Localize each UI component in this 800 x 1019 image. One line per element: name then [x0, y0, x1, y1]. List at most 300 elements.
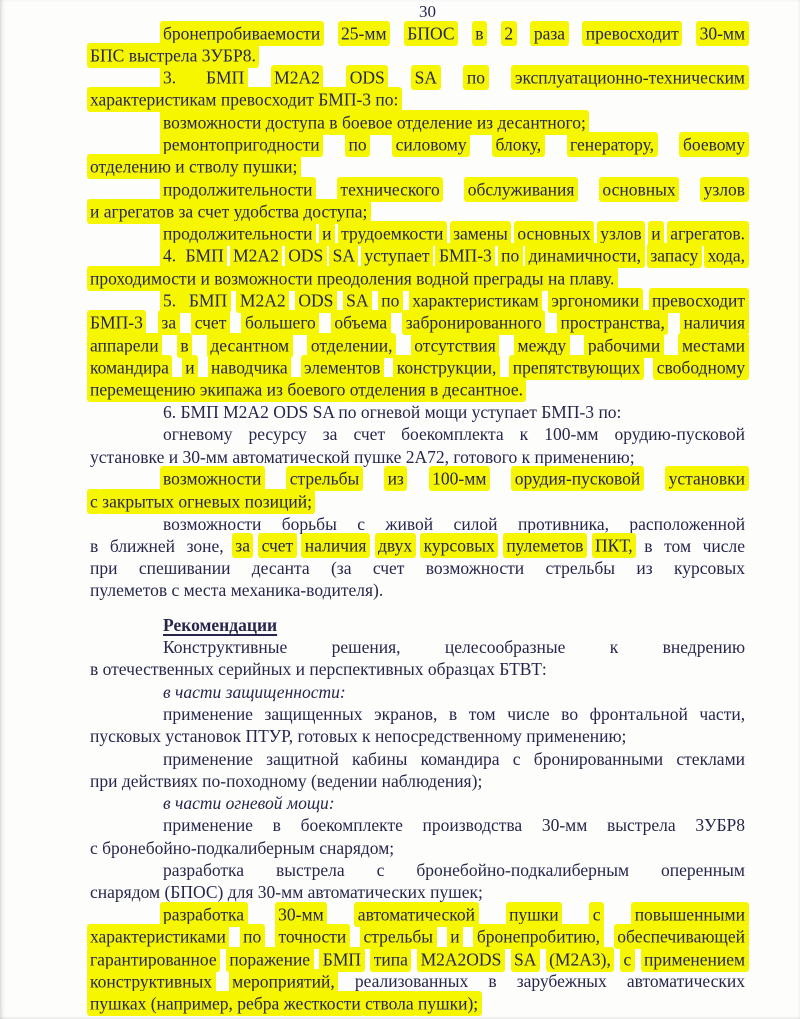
text-word: применение: [163, 815, 253, 836]
text-line: [90, 290, 745, 312]
text-word: М2А2: [223, 402, 269, 423]
highlighted-text: боевому: [679, 132, 748, 157]
highlighted-text: 100-мм: [429, 466, 490, 491]
highlighted-text: из: [473, 110, 496, 135]
highlighted-text: узлов: [700, 177, 748, 202]
text-word: по:: [598, 402, 622, 423]
text-word: автоматической: [232, 446, 350, 467]
text-line: [90, 970, 745, 992]
document-content: [90, 22, 745, 1015]
text-line: [90, 579, 745, 601]
highlighted-text: характеристикам: [87, 87, 220, 112]
highlighted-text: жесткости: [280, 991, 364, 1016]
highlighted-text: позиций;: [241, 489, 315, 514]
highlighted-text: эксплуатационно-техническим: [511, 65, 748, 90]
highlighted-text: экипажа: [196, 377, 265, 402]
text-word: автоматических: [307, 882, 426, 903]
text-word: счет: [353, 424, 386, 445]
highlighted-text: возможности: [211, 266, 316, 291]
highlighted-text: счет: [191, 310, 230, 335]
text-word: зоне,: [186, 535, 224, 556]
text-word: части,: [699, 703, 746, 724]
text-word: по-походному: [202, 770, 307, 791]
highlighted-text: по: [240, 924, 265, 949]
highlighted-text: М2А2: [236, 288, 289, 313]
text-word: из: [636, 558, 653, 579]
text-word: защитной: [266, 748, 339, 769]
highlighted-text: (М2А3),: [546, 947, 615, 972]
highlighted-text: М2А2: [271, 65, 324, 90]
highlighted-text: М2А2ODS: [417, 947, 505, 972]
highlighted-text: SA: [411, 65, 440, 90]
text-word: части: [174, 793, 222, 814]
text-word: пусковых: [90, 726, 162, 747]
highlighted-text: и: [182, 355, 198, 380]
highlighted-text: счет: [194, 199, 233, 224]
text-word: бронебойно-подкалиберным: [102, 837, 315, 858]
text-line: [90, 22, 745, 44]
text-word: и: [295, 659, 305, 680]
para-item-6-firepower: [90, 401, 745, 423]
highlighted-text: курсовых: [420, 533, 498, 558]
highlighted-text: М2А2: [230, 243, 283, 268]
text-word: боекомплекте: [300, 815, 403, 836]
text-word: внедрению: [662, 637, 746, 658]
highlighted-text: десантного;: [494, 110, 589, 135]
text-word: снарядом;: [319, 837, 395, 858]
text-line: [90, 658, 745, 680]
text-word: в: [90, 659, 99, 680]
highlighted-text: выстрела: [125, 43, 201, 68]
highlighted-text: ствола: [362, 991, 418, 1016]
highlighted-text: динамичности,: [525, 243, 644, 268]
highlighted-text: агрегатов: [100, 199, 177, 224]
highlighted-text: технического: [337, 177, 443, 202]
highlighted-text: десантном: [207, 333, 293, 358]
highlighted-text: пушки);: [415, 991, 482, 1016]
text-word: ресурсу: [248, 424, 307, 445]
text-word: 30-мм: [257, 882, 304, 903]
text-line: [90, 356, 745, 378]
highlighted-text: уступает: [361, 243, 433, 268]
highlighted-text: между: [514, 333, 570, 358]
text-word: мощи: [424, 402, 468, 423]
text-word: боекомплекта: [401, 424, 504, 445]
highlighted-text: 30-мм: [275, 902, 327, 927]
highlighted-text: из: [263, 377, 286, 402]
highlighted-text: водной: [413, 266, 473, 291]
highlighted-text: БПС: [87, 43, 128, 68]
text-word: огневой: [360, 402, 421, 423]
text-word: к: [609, 637, 619, 658]
text-line: [90, 859, 745, 881]
text-word: защищенности:: [225, 681, 346, 702]
highlighted-text: десантное.: [439, 377, 526, 402]
highlighted-text: по:: [372, 87, 402, 112]
text-word: действиях: [121, 770, 198, 791]
para-sub-access: [90, 111, 745, 133]
highlighted-text: 5. БМП: [160, 288, 231, 313]
highlighted-text: из: [384, 466, 407, 491]
text-word: применению;: [534, 446, 635, 467]
highlighted-text: характеристиками: [87, 924, 230, 949]
text-word: мощи:: [286, 793, 335, 814]
highlighted-text: возможности: [160, 110, 265, 135]
text-word: наблюдения);: [381, 770, 483, 791]
highlighted-text: отделение: [393, 110, 476, 135]
text-line: [90, 748, 745, 770]
text-word: пулеметов: [90, 580, 168, 601]
highlighted-text: за: [158, 310, 180, 335]
text-word: живой: [385, 513, 434, 534]
highlighted-text: отделении,: [307, 333, 396, 358]
text-line: [90, 468, 745, 490]
highlighted-text: пушки: [506, 902, 562, 927]
highlighted-text: доступа: [262, 110, 328, 135]
highlighted-text: мероприятий,: [229, 969, 339, 994]
highlighted-text: командира: [87, 355, 173, 380]
text-word: 100-мм: [544, 424, 599, 445]
text-word: БМП-3: [541, 402, 595, 423]
text-word: возможности: [163, 513, 262, 534]
text-line: [90, 200, 745, 222]
text-word: пушке: [353, 446, 402, 467]
text-line: [90, 614, 745, 636]
highlighted-text: наличия: [680, 310, 749, 335]
text-word: в: [90, 535, 99, 556]
text-word: к: [519, 424, 529, 445]
text-line: [90, 490, 745, 512]
para-sub-close-combat: [90, 513, 745, 602]
text-word: Конструктивные: [163, 637, 288, 658]
highlighted-text: счет: [258, 533, 297, 558]
highlighted-text: обеспечивающей: [614, 924, 749, 949]
text-line: [90, 948, 745, 970]
text-word: за: [322, 424, 338, 445]
text-line: [90, 770, 745, 792]
highlighted-text: препятствующих: [509, 355, 644, 380]
highlighted-text: и: [197, 266, 213, 291]
highlighted-text: SA: [511, 947, 540, 972]
text-word: уступает: [471, 402, 537, 423]
text-word: автоматических: [626, 971, 746, 992]
text-word: (за: [330, 558, 352, 579]
text-line: [90, 334, 745, 356]
text-word: к: [521, 446, 531, 467]
text-word: с: [171, 580, 180, 601]
highlighted-text: агрегатов.: [667, 221, 749, 246]
highlighted-text: раза: [530, 21, 568, 46]
text-word: SA: [312, 402, 334, 423]
text-word: противника,: [517, 513, 609, 534]
highlighted-text: в: [177, 333, 192, 358]
text-word: орудию-пусковой: [614, 424, 746, 445]
highlighted-text: ODS: [285, 243, 327, 268]
text-word: числе: [702, 535, 746, 556]
highlighted-text: наводчика: [208, 355, 292, 380]
highlighted-text: и: [87, 199, 103, 224]
subheading-protection: [90, 681, 745, 703]
text-word: курсовых: [673, 558, 745, 579]
para-constructive-solutions: [90, 636, 745, 681]
text-word: установок: [165, 726, 242, 747]
heading-recommendations: [90, 614, 745, 636]
text-word: по: [338, 402, 357, 423]
highlighted-text: местами: [678, 333, 748, 358]
text-line: [90, 904, 745, 926]
highlighted-text: стрельбы: [360, 924, 437, 949]
highlighted-text: плаву.: [566, 266, 618, 291]
highlighted-text: в: [472, 21, 487, 46]
text-word: Рекомендации: [163, 614, 278, 635]
text-word: спешивании: [138, 558, 231, 579]
highlighted-text: удобства: [230, 199, 302, 224]
text-word: с: [357, 513, 366, 534]
highlighted-text: по: [378, 288, 403, 313]
para-sub-fire-resource: [90, 423, 745, 468]
highlighted-text: пулеметов: [503, 533, 587, 558]
highlighted-text: ремонтопригодности: [160, 132, 324, 157]
text-word: механика-водителя).: [230, 580, 384, 601]
highlighted-text: БМП-3: [87, 310, 147, 335]
text-line: [90, 379, 745, 401]
text-word: в: [163, 793, 171, 814]
highlighted-text: конструкции,: [393, 355, 500, 380]
text-word: кабины: [352, 748, 408, 769]
highlighted-text: объема: [331, 310, 391, 335]
highlighted-text: на: [544, 266, 568, 291]
highlighted-text: поражение: [226, 947, 314, 972]
text-line: [90, 814, 745, 836]
highlighted-text: за: [175, 199, 197, 224]
text-word: оперенным: [661, 859, 745, 880]
highlighted-text: установки: [665, 466, 748, 491]
highlighted-text: блоку,: [492, 132, 545, 157]
text-word: командира: [420, 748, 500, 769]
highlighted-text: генератору,: [567, 132, 658, 157]
highlighted-text: элементов: [301, 355, 384, 380]
highlighted-text: превосходит: [649, 288, 749, 313]
highlighted-text: и: [172, 154, 188, 179]
text-line: [90, 703, 745, 725]
text-word: пушек;: [430, 882, 483, 903]
text-word: готового: [453, 446, 518, 467]
highlighted-text: закрытых: [99, 489, 178, 514]
text-line: [90, 792, 745, 814]
highlighted-text: с: [589, 902, 604, 927]
highlighted-text: боевое: [338, 110, 396, 135]
text-word: 30-мм: [182, 446, 228, 467]
highlighted-text: БПОС: [404, 21, 458, 46]
para-bpos-round: [90, 859, 745, 904]
text-word: и: [168, 446, 179, 467]
highlighted-text: хода,: [704, 243, 748, 268]
text-word: том: [468, 703, 496, 724]
highlighted-text: отделения: [346, 377, 429, 402]
highlighted-text: узлов: [597, 221, 645, 246]
text-line: [90, 881, 745, 903]
text-word: образцах: [427, 659, 495, 680]
highlighted-text: автоматической: [354, 902, 478, 927]
text-word: части: [174, 681, 222, 702]
para-sub-replacement: [90, 223, 745, 245]
highlighted-text: ODS: [346, 65, 388, 90]
highlighted-text: огневых: [175, 489, 244, 514]
highlighted-text: преодоления: [313, 266, 415, 291]
highlighted-text: пушки;: [239, 154, 300, 179]
text-word: с: [512, 748, 521, 769]
highlighted-text: и: [648, 221, 664, 246]
highlighted-text: продолжительности: [160, 221, 316, 246]
text-word: целесообразные: [444, 637, 566, 658]
highlighted-text: гарантированное: [87, 947, 221, 972]
highlighted-text: характеристикам: [409, 288, 542, 313]
highlighted-text: пушках: [87, 991, 150, 1016]
highlighted-text: возможности: [160, 466, 265, 491]
text-word: (ведении: [310, 770, 378, 791]
text-word: во: [561, 703, 579, 724]
highlighted-text: превосходит: [582, 21, 682, 46]
text-word: непосредственному: [374, 726, 522, 747]
highlighted-text: ODS: [295, 288, 337, 313]
text-line: [90, 446, 745, 468]
highlighted-text: 3УБР8.: [198, 43, 259, 68]
highlighted-text: SA: [329, 243, 358, 268]
highlighted-text: преграды: [470, 266, 547, 291]
text-word: 6. БМП: [163, 402, 219, 423]
highlighted-text: 30-мм: [696, 21, 748, 46]
text-word: решения,: [331, 637, 401, 658]
highlighted-text: доступа;: [300, 199, 371, 224]
highlighted-text: бронепробиваемости: [160, 21, 324, 46]
highlighted-text: двух: [375, 533, 416, 558]
text-word: реализованных: [354, 971, 469, 992]
text-word: расположенной: [629, 513, 746, 534]
highlighted-text: конструктивных: [87, 969, 216, 994]
highlighted-text: перемещению: [87, 377, 200, 402]
para-3ubr8-round: [90, 814, 745, 859]
highlighted-text: силовому: [392, 132, 470, 157]
highlighted-text: и: [447, 924, 463, 949]
text-word: возможности: [425, 558, 525, 579]
text-word: производства: [422, 815, 523, 836]
text-line: [90, 423, 745, 445]
text-word: в: [272, 815, 281, 836]
text-word: силой: [453, 513, 498, 534]
highlighted-text: в: [427, 377, 442, 402]
text-line: [90, 178, 745, 200]
text-word: 2А72,: [405, 446, 450, 467]
text-line: [90, 156, 745, 178]
text-line: [90, 67, 745, 89]
text-word: с: [90, 837, 98, 858]
text-line: [90, 223, 745, 245]
text-word: применение: [163, 703, 253, 724]
text-word: перспективных: [309, 659, 424, 680]
highlighted-text: ПКТ,: [592, 533, 637, 558]
highlighted-text: 2: [501, 21, 517, 46]
highlighted-text: по: [345, 132, 370, 157]
text-line: [90, 312, 745, 334]
text-word: экранов,: [374, 703, 438, 724]
highlighted-text: трудоемкости: [338, 221, 447, 246]
highlighted-text: (например,: [147, 991, 236, 1016]
highlighted-text: большего: [241, 310, 319, 335]
text-word: десанта: [251, 558, 310, 579]
page-number: 30: [419, 2, 436, 21]
highlighted-text: аппарели: [87, 333, 163, 358]
text-word: (БПОС): [164, 882, 224, 903]
text-word: 30-мм: [541, 815, 588, 836]
para-commander-cabin: [90, 748, 745, 793]
text-word: фронтальной: [589, 703, 688, 724]
text-line: [90, 557, 745, 579]
text-word: выстрела: [607, 815, 676, 836]
text-line: [90, 535, 745, 557]
highlighted-text: отсутствия: [411, 333, 500, 358]
highlighted-text: замены: [450, 221, 512, 246]
text-word: БТВТ:: [499, 659, 547, 680]
para-sub-maintainability: [90, 133, 745, 178]
text-word: огневой: [225, 793, 283, 814]
highlighted-text: по: [498, 243, 523, 268]
text-word: счет: [372, 558, 405, 579]
highlighted-text: основных: [599, 177, 679, 202]
text-line: [90, 245, 745, 267]
text-word: места: [183, 580, 227, 601]
highlighted-text: эргономики: [548, 288, 643, 313]
para-item-3-operational: [90, 67, 745, 112]
text-word: огневому: [163, 424, 233, 445]
highlighted-text: в: [326, 110, 341, 135]
highlighted-text: 3. БМП: [160, 65, 248, 90]
text-word: применению;: [526, 726, 627, 747]
highlighted-text: наличия: [301, 533, 370, 558]
highlighted-text: повышенными: [631, 902, 748, 927]
text-word: числе: [507, 703, 550, 724]
text-line: [90, 89, 745, 111]
highlighted-text: БМП-3: [315, 87, 375, 112]
highlighted-text: БМП: [319, 947, 364, 972]
highlighted-text: боевого: [284, 377, 349, 402]
text-word: выстрела: [276, 859, 345, 880]
text-word: с: [376, 859, 385, 880]
text-word: в: [644, 535, 653, 556]
highlighted-text: забронированного: [402, 310, 545, 335]
highlighted-text: применением: [641, 947, 749, 972]
para-sub-indirect-fire: [90, 468, 745, 513]
text-word: установке: [90, 446, 165, 467]
text-word: серийных: [218, 659, 292, 680]
para-item-4-mobility: [90, 245, 745, 290]
highlighted-text: превосходит: [217, 87, 317, 112]
highlighted-text: орудия-пусковой: [511, 466, 644, 491]
highlighted-text: рабочими: [584, 333, 663, 358]
highlighted-text: продолжительности: [160, 177, 316, 202]
text-line: [90, 725, 745, 747]
text-line: [90, 636, 745, 658]
text-word: ближней: [109, 535, 176, 556]
text-word: готовых: [297, 726, 358, 747]
highlighted-text: стрельбы: [286, 466, 363, 491]
highlighted-text: типа: [370, 947, 411, 972]
text-word: бронебойно-подкалиберным: [416, 859, 630, 880]
highlighted-text: проходимости: [87, 266, 200, 291]
text-line: [90, 267, 745, 289]
text-word: разработка: [163, 859, 245, 880]
text-word: в: [448, 703, 458, 724]
para-item-5-ergonomics: [90, 290, 745, 401]
